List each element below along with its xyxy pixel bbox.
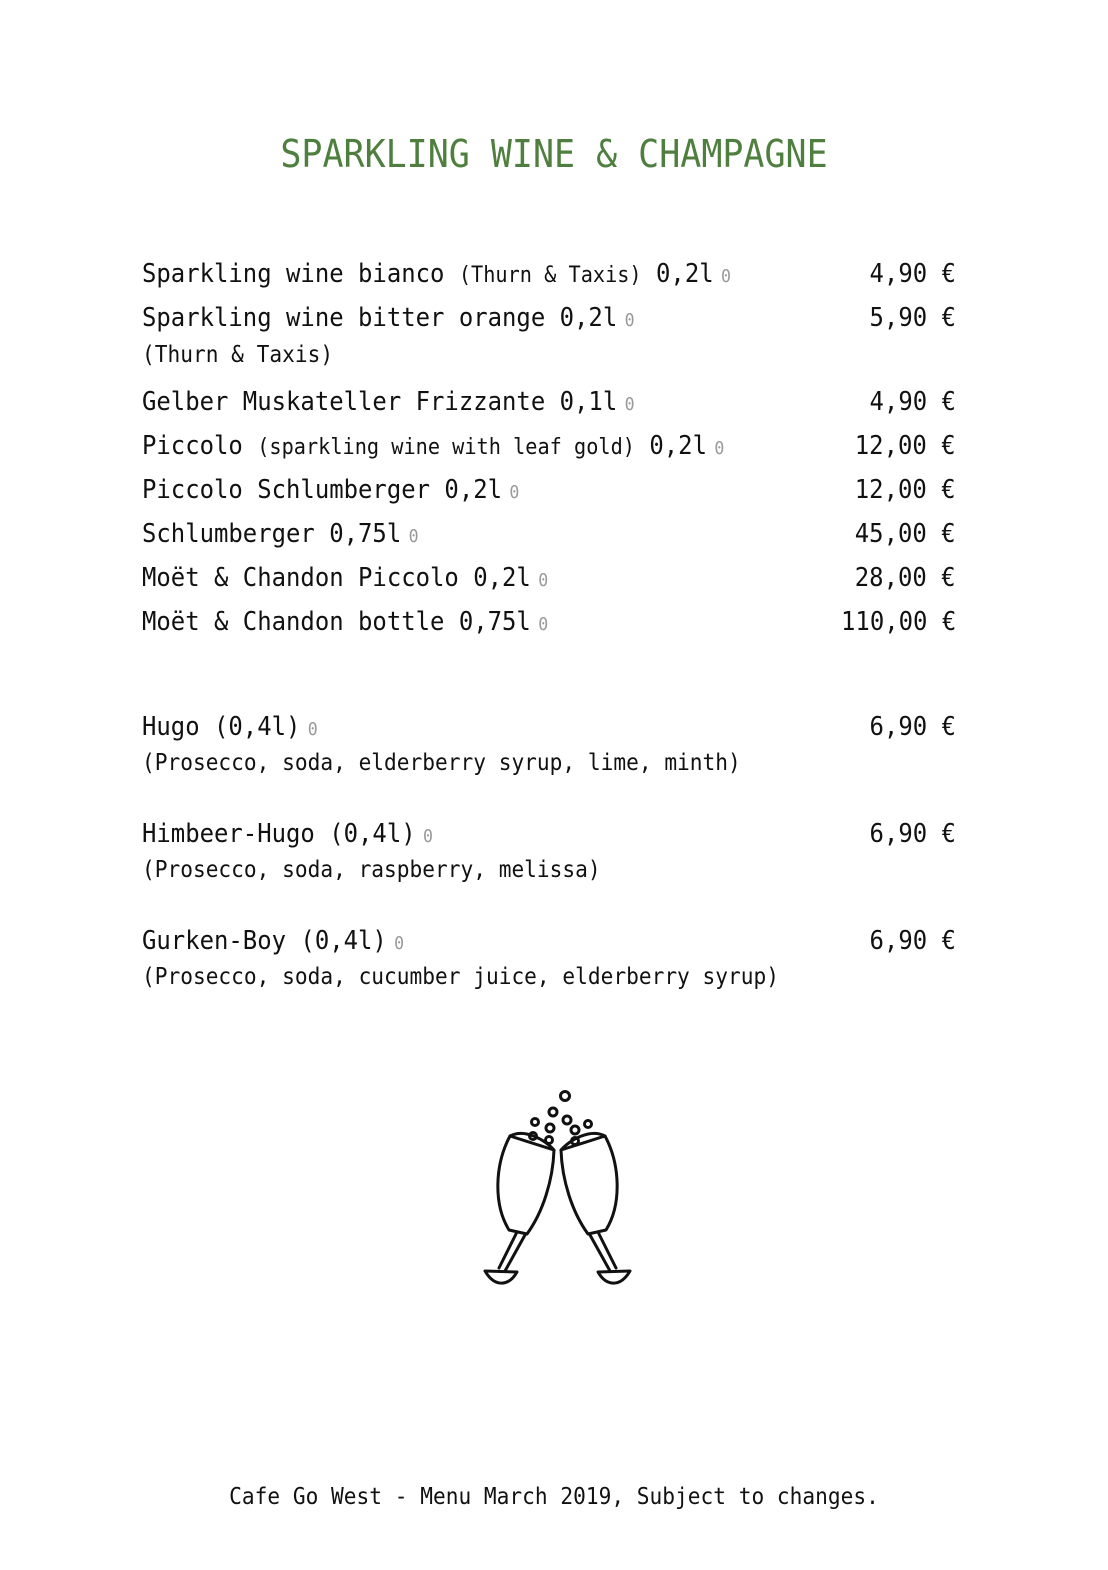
cocktail-row [142, 920, 956, 962]
menu-item [142, 252, 956, 296]
cocktail-marker: 0 [307, 719, 318, 740]
item-name [142, 512, 419, 559]
menu-item [142, 380, 956, 424]
item-marker: 0 [624, 310, 635, 331]
item-marker: 0 [408, 526, 419, 547]
item-price: 12,00 € [855, 431, 956, 461]
cocktail-name [142, 706, 318, 751]
menu-item [142, 600, 956, 644]
item-name [142, 296, 635, 343]
item-name [142, 600, 548, 647]
champagne-glasses-icon [455, 1084, 655, 1304]
cocktail-price: 6,90 € [869, 819, 956, 849]
item-marker: 0 [538, 570, 549, 591]
item-marker: 0 [714, 438, 725, 459]
menu-item [142, 468, 956, 512]
item-title: Sparkling wine bitter orange 0,2l [142, 303, 618, 333]
cocktail-list [142, 706, 956, 1027]
item-marker: 0 [538, 614, 549, 635]
item-name [142, 424, 724, 471]
item-size: 0,2l [649, 431, 707, 461]
cocktail-row [142, 706, 956, 748]
item-name [142, 556, 548, 603]
item-name [142, 380, 635, 427]
menu-item [142, 556, 956, 600]
item-price: 110,00 € [840, 607, 956, 637]
footer-note: Cafe Go West - Menu March 2019, Subject to changes. [229, 1484, 879, 1510]
cocktail-ingredients: (Prosecco, soda, elderberry syrup, lime, minth) [142, 750, 741, 776]
menu-item [142, 424, 956, 468]
cocktail-row [142, 813, 956, 855]
item-title: Moët & Chandon bottle 0,75l [142, 607, 531, 637]
item-title: Piccolo [142, 431, 243, 461]
item-title: Piccolo Schlumberger 0,2l [142, 475, 503, 505]
cocktail-name [142, 813, 433, 858]
cocktail-title: Gurken-Boy (0,4l) [142, 926, 387, 956]
menu-item [142, 512, 956, 556]
item-name [142, 468, 519, 515]
cocktail-item [142, 920, 956, 1002]
cocktail-title: Himbeer-Hugo (0,4l) [142, 819, 416, 849]
cocktail-price: 6,90 € [869, 926, 956, 956]
cocktail-marker: 0 [394, 933, 405, 954]
cocktail-title: Hugo (0,4l) [142, 712, 301, 742]
item-price: 12,00 € [855, 475, 956, 505]
cocktail-name [142, 920, 404, 965]
item-title: Moët & Chandon Piccolo 0,2l [142, 563, 531, 593]
item-marker: 0 [624, 394, 635, 415]
item-subline: (Thurn & Taxis) [142, 342, 334, 368]
item-marker: 0 [509, 482, 520, 503]
item-price: 5,90 € [869, 303, 956, 333]
cocktail-item [142, 813, 956, 895]
item-marker: 0 [721, 266, 731, 287]
item-size: 0,2l [656, 259, 714, 289]
item-title: Schlumberger 0,75l [142, 519, 402, 549]
item-price: 4,90 € [869, 387, 956, 417]
item-title: Sparkling wine bianco [142, 259, 445, 289]
cocktail-price: 6,90 € [869, 712, 956, 742]
sparkling-wine-list [142, 252, 956, 644]
menu-item [142, 296, 956, 340]
cocktail-ingredients: (Prosecco, soda, raspberry, melissa) [142, 857, 601, 883]
item-title: Gelber Muskateller Frizzante 0,1l [142, 387, 618, 417]
cocktail-item [142, 706, 956, 788]
item-detail: (Thurn & Taxis) [458, 263, 642, 288]
item-price: 4,90 € [869, 259, 956, 289]
page-title: SPARKLING WINE & CHAMPAGNE [280, 132, 828, 176]
item-detail: (sparkling wine with leaf gold) [257, 435, 635, 460]
cocktail-marker: 0 [422, 826, 433, 847]
item-name [142, 252, 731, 299]
item-price: 28,00 € [855, 563, 956, 593]
item-price: 45,00 € [855, 519, 956, 549]
cocktail-ingredients: (Prosecco, soda, cucumber juice, elderberry syrup) [142, 964, 779, 990]
